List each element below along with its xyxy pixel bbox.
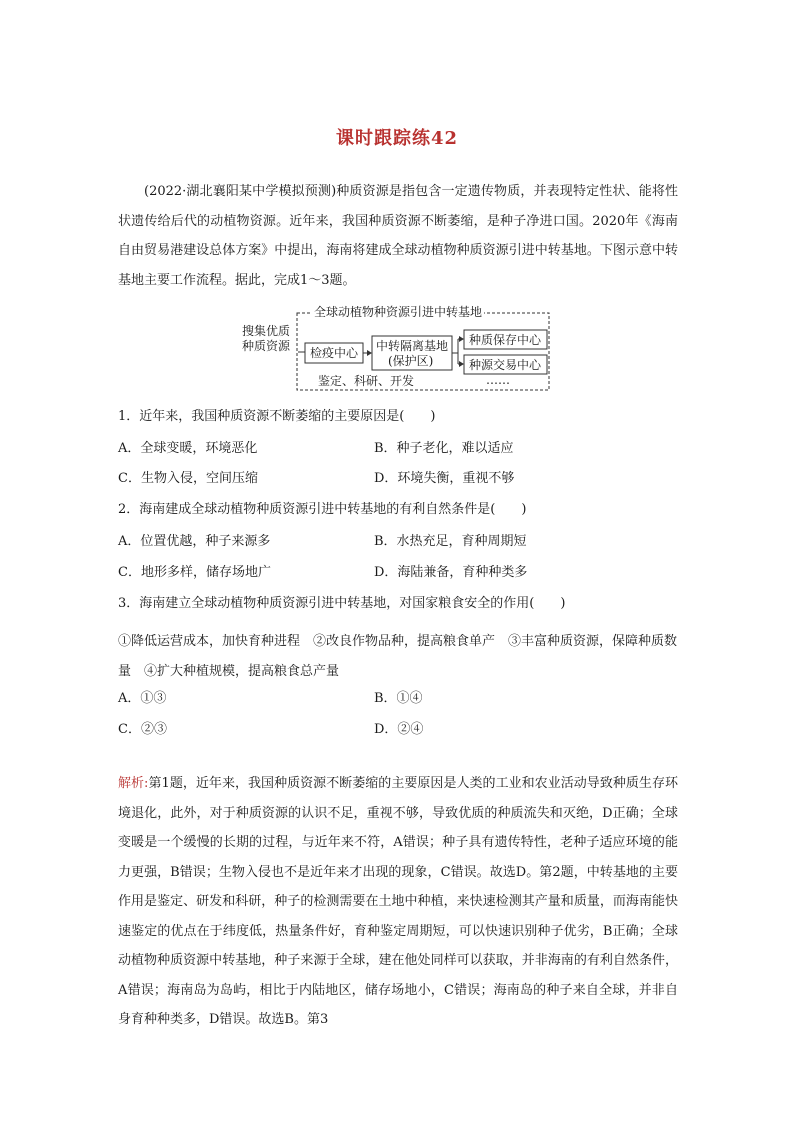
intro-text: (2022·湖北襄阳某中学模拟预测)种质资源是指包含一定遗传物质，并表现特定性状、能将性状遗传给后代的动植物资源。近年来，我国种质资源不断萎缩，是种子净进口国。2020年《海南自由贸易港建设总体方案》中提出，海南将建成全球动植物种质资源引进中转基地。下图示意中转基地主要工作流程。据此，完成1～3题。: [118, 184, 678, 288]
intro-paragraph: [118, 177, 678, 295]
question-2-stem: 2．海南建成全球动植物种质资源引进中转基地的有利自然条件是( ): [118, 502, 527, 517]
question-2-option-a: A．位置优越，种子来源多: [118, 534, 271, 549]
diagram-quarantine-label: 检疫中心: [310, 346, 359, 360]
arrow-to-trade: [459, 361, 464, 367]
question-3-option-a: A．①③: [118, 691, 167, 706]
question-1-option-d: D．环境失衡，重视不够: [374, 471, 515, 486]
analysis-section: [118, 769, 678, 1035]
arrow-to-base: [367, 350, 372, 356]
question-2-option-c: C．地形多样，储存场地广: [118, 565, 271, 580]
diagram-trade-label: 种源交易中心: [469, 358, 542, 372]
question-1-option-a: A．全球变暖，环境恶化: [118, 441, 258, 456]
diagram-source-line2: 种质资源: [242, 339, 291, 353]
question-2-option-b: B．水热充足，育种周期短: [374, 534, 527, 549]
analysis-text: 第1题，近年来，我国种质资源不断萎缩的主要原因是人类的工业和农业活动导致种质生存环境退化，此外，对于种质资源的认识不足，重视不够，导致优质的种质流失和灭绝，D正确；全球变暖是一个缓慢的长期的过程，与近年来不符，A错误；种子具有遗传特性，老种子适应环境的能力更强，B错误；生物入侵也不是近年来才出现的现象，C错误。故选D。第2题，中转基地的主要作用是鉴定、研发和科研，种子的检测需要在土地中种植，来快速检测其产量和质量，而海南能快速鉴定的优点在于纬度低，热量条件好，育种鉴定周期短，可以快速识别种子优劣，B正确；全球动植物种质资源中转基地，种子来源于全球，建在他处同样可以获取，并非海南的有利自然条件，A错误；海南岛为岛屿，相比于内陆地区，储存场地小，C错误；海南岛的种子来自全球，并非自身育种种类多，D错误。故选B。第3: [118, 776, 678, 1027]
diagram-bottom-left-label: 鉴定、科研、开发: [318, 374, 415, 388]
diagram-source-line1: 搜集优质: [242, 324, 291, 338]
question-1-option-b: B．种子老化，难以适应: [374, 441, 514, 456]
arrow-to-storage: [459, 336, 464, 342]
question-3-option-c: C．②③: [118, 722, 167, 737]
diagram-storage-label: 种质保存中心: [469, 333, 542, 347]
diagram-base-label-line1: 中转隔离基地: [376, 339, 449, 353]
question-3-option-b: B．①④: [374, 691, 423, 706]
diagram-outer-title: 全球动植物种资源引进中转基地: [314, 305, 483, 319]
question-3-statements: ①降低运营成本，加快育种进程 ②改良作物品种，提高粮食单产 ③丰富种质资源，保障种质数量 ④扩大种植规模，提高粮食总产量: [118, 634, 678, 679]
workflow-diagram: [240, 303, 552, 393]
diagram-base-label-line2: (保护区): [388, 354, 434, 368]
question-3-stem: 3．海南建立全球动植物种质资源引进中转基地，对国家粮食安全的作用( ): [118, 596, 566, 611]
diagram-bottom-right-label: ……: [486, 373, 510, 387]
question-1-stem: 1．近年来，我国种质资源不断萎缩的主要原因是( ): [118, 409, 436, 424]
question-3-option-d: D．②④: [374, 722, 424, 737]
analysis-label: 解析:: [118, 776, 149, 791]
page-title: 课时跟踪练42: [335, 128, 459, 149]
question-1-option-c: C．生物入侵，空间压缩: [118, 471, 258, 486]
question-2-option-d: D．海陆兼备，育种种类多: [374, 565, 528, 580]
